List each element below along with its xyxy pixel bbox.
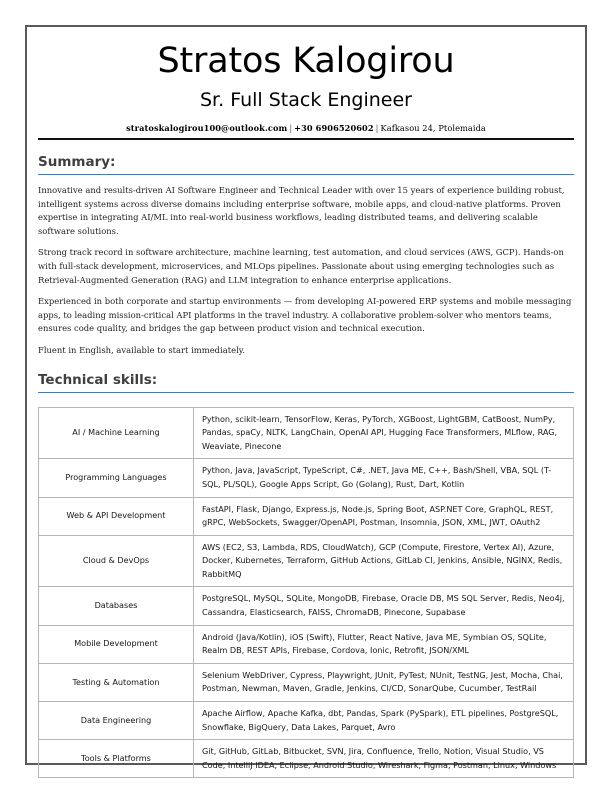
- skill-items: Git, GitHub, GitLab, Bitbucket, SVN, Jira, Confluence, Trello, Notion, Visual Studio, VS Code, IntelliJ IDEA, Eclipse, Android Studio, Wireshark, Figma, Postman, Linux, Windows: [194, 740, 574, 778]
- skill-items: Apache Airflow, Apache Kafka, dbt, Pandas, Spark (PySpark), ETL pipelines, PostgreSQL, Snowflake, BigQuery, Data Lakes, Parquet, Avro: [194, 702, 574, 740]
- summary-body: [38, 184, 574, 358]
- skill-category: AI / Machine Learning: [39, 407, 194, 459]
- table-row: [39, 702, 574, 740]
- contact-separator-1: |: [289, 123, 293, 134]
- technical-skills-heading: Technical skills:: [38, 372, 574, 393]
- skill-items: PostgreSQL, MySQL, SQLite, MongoDB, Firebase, Oracle DB, MS SQL Server, Redis, Neo4j, Cassandra, Elasticsearch, FAISS, ChromaDB, Pinecone, Supabase: [194, 587, 574, 625]
- contact-address: Kafkasou 24, Ptolemaida: [380, 123, 486, 134]
- contact-phone[interactable]: +30 6906520602: [294, 123, 374, 134]
- section-summary: [38, 154, 574, 358]
- skill-category: Databases: [39, 587, 194, 625]
- skills-table: [38, 407, 574, 779]
- skill-category: Programming Languages: [39, 459, 194, 497]
- header-divider: [38, 138, 574, 140]
- skill-category: Web & API Development: [39, 497, 194, 535]
- resume-header: [38, 27, 574, 140]
- candidate-job-title: Sr. Full Stack Engineer: [200, 89, 412, 112]
- skill-category: Mobile Development: [39, 625, 194, 663]
- table-row: [39, 535, 574, 587]
- skill-category: Cloud & DevOps: [39, 535, 194, 587]
- skill-items: Android (Java/Kotlin), iOS (Swift), Flutter, React Native, Java ME, Symbian OS, SQLite, Realm DB, REST APIs, Firebase, Cordova, Ionic, Retrofit, JSON/XML: [194, 625, 574, 663]
- table-row: [39, 625, 574, 663]
- skill-items: AWS (EC2, S3, Lambda, RDS, CloudWatch), GCP (Compute, Firestore, Vertex AI), Azure, Docker, Kubernetes, Terraform, GitHub Actions, GitLab CI, Jenkins, Ansible, NGINX, Redis, RabbitMQ: [194, 535, 574, 587]
- skill-category: Testing & Automation: [39, 663, 194, 701]
- summary-heading: Summary:: [38, 154, 574, 175]
- candidate-name: Stratos Kalogirou: [157, 41, 455, 81]
- summary-paragraph: Fluent in English, available to start immediately.: [38, 345, 246, 356]
- skill-items: Python, scikit-learn, TensorFlow, Keras, PyTorch, XGBoost, LightGBM, CatBoost, NumPy, Pandas, spaCy, NLTK, LangChain, OpenAI API, Hugging Face Transformers, MLflow, RAG, Weaviate, Pinecone: [194, 407, 574, 459]
- skill-category: Data Engineering: [39, 702, 194, 740]
- table-row: [39, 587, 574, 625]
- skills-table-wrap: [38, 407, 574, 779]
- table-row: [39, 663, 574, 701]
- summary-paragraph: Strong track record in software architecture, machine learning, test automation, and cloud services (AWS, GCP). Hands-on with full-stack development, microservices, and MLOps pipelines. Passionate about using emerging technologies such as Retrieval-Augmented Generation (RAG) and LLM integration to enhance enterprise applications.: [38, 247, 564, 285]
- table-row: [39, 497, 574, 535]
- resume-page: [25, 25, 587, 770]
- contact-line: [38, 123, 574, 133]
- contact-separator-2: |: [375, 123, 379, 134]
- resume-page-inner: [27, 27, 585, 770]
- table-row: [39, 459, 574, 497]
- table-row: [39, 740, 574, 778]
- section-technical-skills: [38, 372, 574, 779]
- summary-paragraph: Innovative and results-driven AI Software Engineer and Technical Leader with over 15 years of experience building robust, intelligent systems across diverse domains including enterprise software, mobile apps, and cloud-native platforms. Proven expertise in integrating AI/ML into real-world business workflows, leading distributed teams, and delivering scalable software solutions.: [38, 184, 565, 236]
- skill-items: Selenium WebDriver, Cypress, Playwright, JUnit, PyTest, NUnit, TestNG, Jest, Mocha, Chai, Postman, Newman, Maven, Gradle, Jenkins, CI/CD, SonarQube, Cucumber, TestRail: [194, 663, 574, 701]
- skill-items: Python, Java, JavaScript, TypeScript, C#, .NET, Java ME, C++, Bash/Shell, VBA, SQL (T-SQL, PL/SQL), Google Apps Script, Go (Golang), Rust, Dart, Kotlin: [194, 459, 574, 497]
- skill-items: FastAPI, Flask, Django, Express.js, Node.js, Spring Boot, ASP.NET Core, GraphQL, REST, gRPC, WebSockets, Swagger/OpenAPI, Postman, Insomnia, JSON, XML, JWT, OAuth2: [194, 497, 574, 535]
- contact-email[interactable]: stratoskalogirou100@outlook.com: [126, 123, 288, 134]
- skill-category: Tools & Platforms: [39, 740, 194, 778]
- table-row: [39, 407, 574, 459]
- skills-table-body: [39, 407, 574, 778]
- summary-paragraph: Experienced in both corporate and startup environments — from developing AI-powered ERP systems and mobile messaging apps, to leading mission-critical API platforms in the travel industry. A collaborative problem-solver who mentors teams, ensures code quality, and bridges the gap between product vision and technical execution.: [38, 296, 572, 334]
